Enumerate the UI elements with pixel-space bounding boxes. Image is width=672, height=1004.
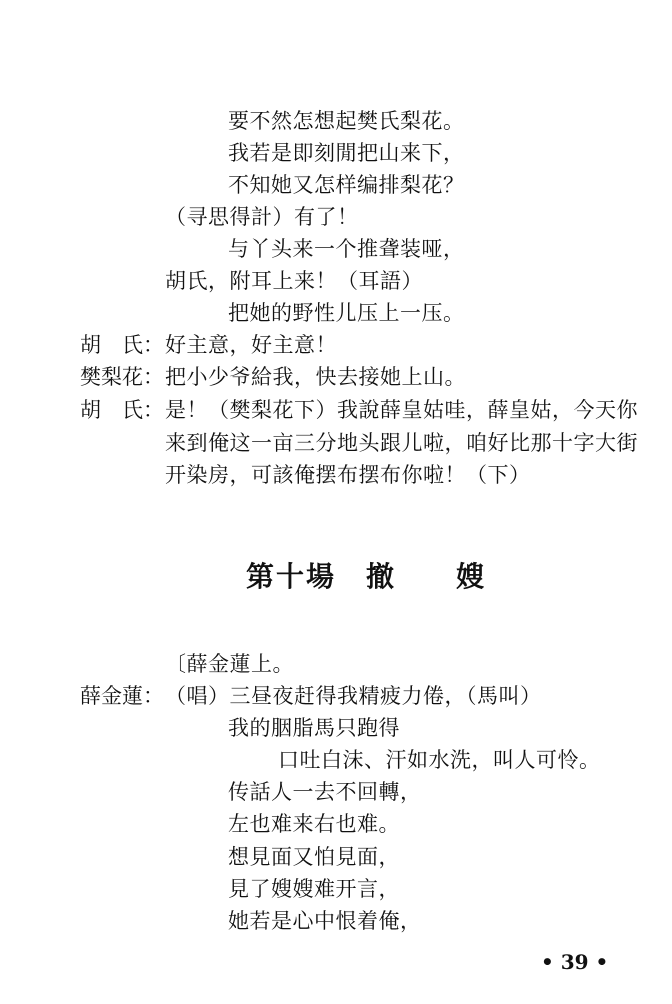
verse-line: 我若是即刻閒把山来下， bbox=[228, 141, 465, 165]
song-line: 左也难来右也难。 bbox=[228, 812, 400, 836]
stage-direction: （寻思得計）有了！ bbox=[165, 205, 359, 229]
page-number: • 39 • bbox=[541, 950, 609, 974]
dialogue-text: 是！（樊梨花下）我說薛皇姑哇，薛皇姑，今天你 bbox=[165, 398, 638, 422]
song-line: 口吐白沫、汗如水洗，叫人可怜。 bbox=[278, 748, 601, 772]
speaker-name: 胡 氏： bbox=[80, 333, 164, 357]
verse-line: 胡氏，附耳上来！（耳語） bbox=[165, 269, 423, 293]
speaker-name: 胡 氏： bbox=[80, 398, 164, 422]
speaker-name: 薛金蓮： bbox=[80, 684, 164, 708]
stage-direction: 〔薛金蓮上。 bbox=[165, 652, 294, 676]
dialogue-text: 好主意，好主意！ bbox=[165, 333, 337, 357]
verse-line: 把她的野性儿压上一压。 bbox=[228, 301, 465, 325]
song-line: （唱）三昼夜赶得我精疲力倦，（馬叫） bbox=[165, 684, 542, 708]
dialogue-text: 开染房，可該俺摆布摆布你啦！（下） bbox=[165, 463, 531, 487]
verse-line: 与丫头来一个推聋装哑， bbox=[228, 237, 465, 261]
speaker-name: 樊梨花： bbox=[80, 365, 164, 389]
verse-line: 不知她又怎样编排梨花？ bbox=[228, 173, 465, 197]
verse-line: 要不然怎想起樊氏梨花。 bbox=[228, 109, 465, 133]
song-line: 見了嫂嫂难开言， bbox=[228, 877, 400, 901]
song-line: 她若是心中恨着俺， bbox=[228, 909, 422, 933]
song-line: 传話人一去不回轉， bbox=[228, 780, 422, 804]
scene-title: 第十場 撤 嫂 bbox=[246, 560, 487, 593]
dialogue-text: 把小少爷給我，快去接她上山。 bbox=[165, 365, 466, 389]
dialogue-text: 来到俺这一亩三分地头跟儿啦，咱好比那十字大街 bbox=[165, 431, 638, 455]
song-line: 想見面又怕見面， bbox=[228, 845, 400, 869]
song-line: 我的胭脂馬只跑得 bbox=[228, 716, 400, 740]
